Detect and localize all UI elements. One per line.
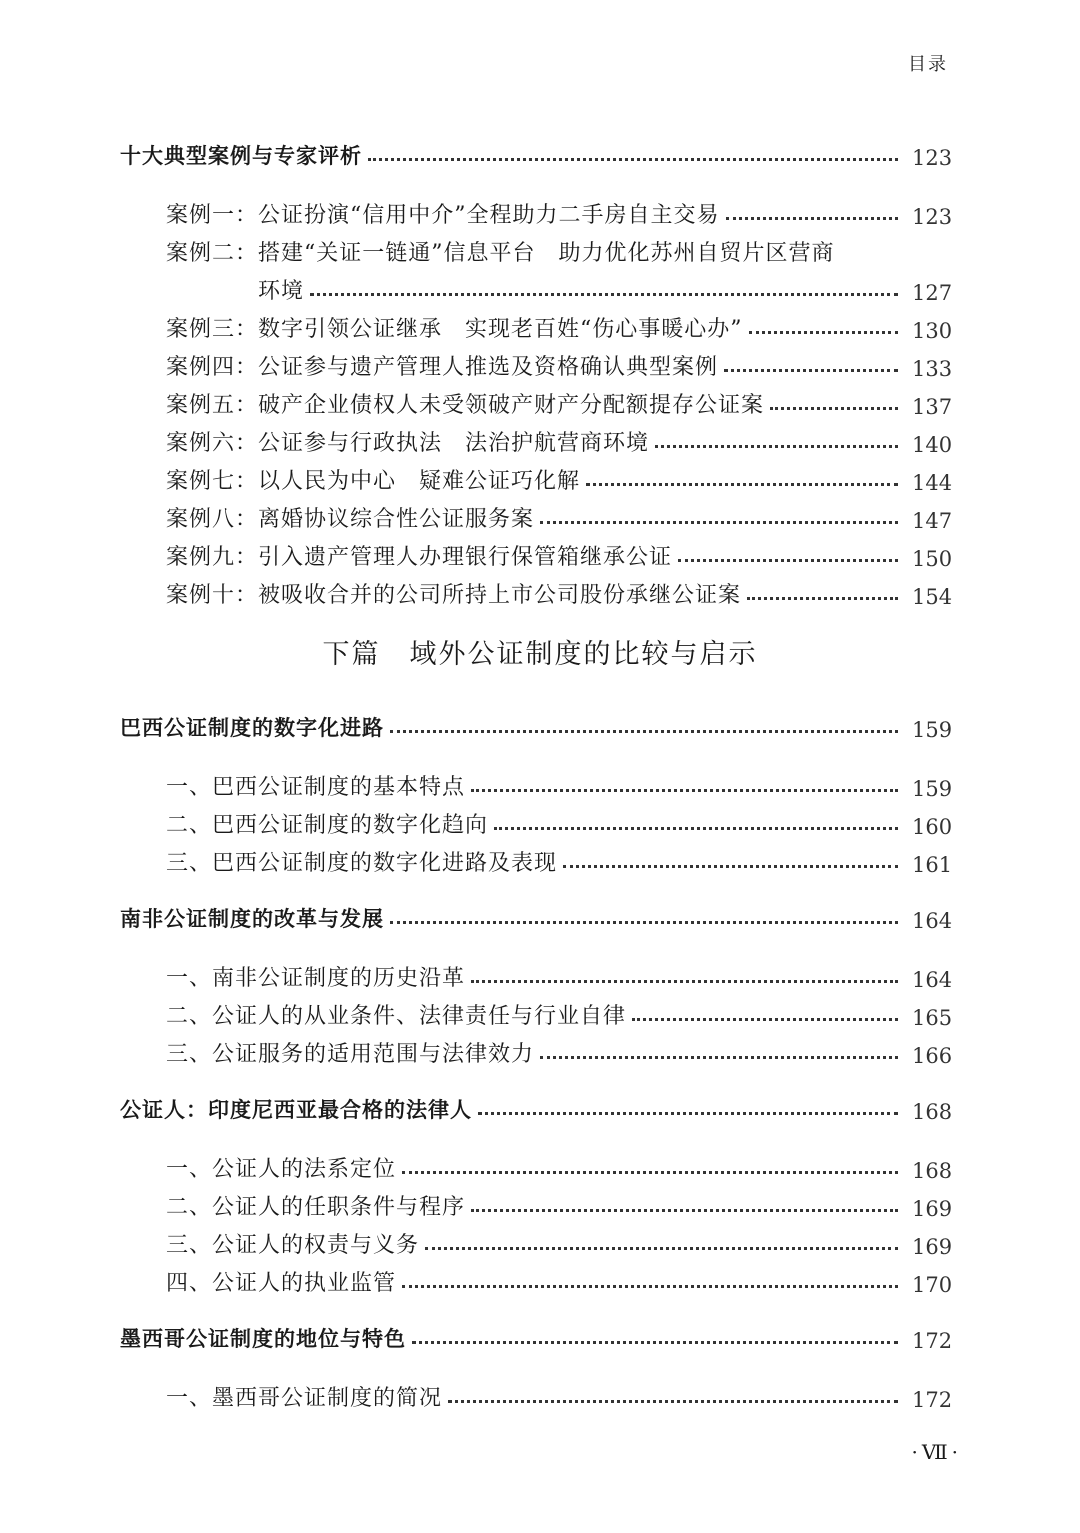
toc-entry-title: 一、公证人的法系定位: [166, 1157, 397, 1182]
toc-entry[interactable]: [120, 1228, 952, 1259]
leader-dots: [724, 369, 898, 372]
leader-dots: [471, 789, 898, 792]
toc-entry-title: 案例三：数字引领公证继承 实现老百姓“伤心事暖心办”: [166, 317, 743, 342]
toc-entry-title: 案例一：公证扮演“信用中介”全程助力二手房自主交易: [166, 203, 720, 228]
toc-entry-title: 案例二：搭建“关证一链通”信息平台 助力优化苏州自贸片区营商: [166, 241, 835, 266]
toc-entry[interactable]: [120, 1152, 952, 1183]
leader-dots: [726, 217, 899, 220]
leader-dots: [655, 445, 898, 448]
toc-entry[interactable]: [120, 312, 952, 343]
toc-page-number: 150: [912, 547, 953, 571]
toc-chapter[interactable]: [120, 1094, 952, 1124]
toc-page-number: 168: [912, 1100, 953, 1124]
toc-entry[interactable]: [120, 236, 952, 267]
leader-dots: [412, 1341, 898, 1344]
toc-entry-title: 案例五：破产企业债权人未受领破产财产分配额提存公证案: [166, 393, 765, 418]
leader-dots: [478, 1112, 898, 1115]
leader-dots: [678, 559, 898, 562]
page-folio: ·Ⅶ·: [911, 1440, 962, 1464]
leader-dots: [540, 521, 898, 524]
toc-entry-title: 案例七：以人民为中心 疑难公证巧化解: [166, 469, 581, 494]
toc-chapter[interactable]: [120, 903, 952, 933]
leader-dots: [749, 331, 899, 334]
toc-entry-title: 案例十：被吸收合并的公司所持上市公司股份承继公证案: [166, 583, 742, 608]
toc-entry[interactable]: [120, 540, 952, 571]
toc-entry[interactable]: [120, 464, 952, 495]
toc-page-number: 133: [912, 357, 953, 381]
toc-entry-title: 四、公证人的执业监管: [166, 1271, 397, 1296]
leader-dots: [471, 1209, 898, 1212]
leader-dots: [632, 1018, 898, 1021]
toc-chapter-title: 十大典型案例与专家评析: [120, 144, 362, 168]
toc-page-number: 170: [912, 1273, 953, 1297]
toc-entry[interactable]: [120, 388, 952, 419]
toc-entry[interactable]: [120, 961, 952, 992]
toc-page-number: 169: [912, 1197, 953, 1221]
leader-dots: [747, 597, 898, 600]
toc-page-number: 164: [912, 968, 953, 992]
toc-entry-title: 三、公证服务的适用范围与法律效力: [166, 1042, 535, 1067]
leader-dots: [402, 1285, 898, 1288]
toc-entry[interactable]: [120, 1190, 952, 1221]
toc-chapter[interactable]: [120, 712, 952, 742]
toc-entry-title: 二、公证人的从业条件、法律责任与行业自律: [166, 1004, 627, 1029]
toc-page-number: 164: [912, 909, 953, 933]
running-head: 目录: [908, 54, 948, 75]
toc-entry-title: 一、南非公证制度的历史沿革: [166, 966, 466, 991]
toc-entry-title: 二、公证人的任职条件与程序: [166, 1195, 466, 1220]
toc-page-number: 147: [912, 509, 953, 533]
toc-page-number: 144: [912, 471, 953, 495]
toc-entry-title-cont: 环境: [258, 279, 305, 304]
leader-dots: [310, 293, 898, 296]
toc-page-number: 172: [912, 1388, 953, 1412]
toc-page-number: 172: [912, 1329, 953, 1353]
toc-entry-title: 一、墨西哥公证制度的简况: [166, 1386, 443, 1411]
toc-entry-title: 案例四：公证参与遗产管理人推选及资格确认典型案例: [166, 355, 719, 380]
toc-page-number: 160: [912, 815, 953, 839]
toc-chapter-title: 公证人：印度尼西亚最合格的法律人: [120, 1098, 472, 1122]
toc-entry[interactable]: [120, 578, 952, 609]
leader-dots: [390, 921, 898, 924]
toc-entry[interactable]: [120, 502, 952, 533]
leader-dots: [770, 407, 898, 410]
leader-dots: [402, 1171, 898, 1174]
toc-entry[interactable]: [120, 1381, 952, 1412]
leader-dots: [425, 1247, 898, 1250]
toc-page-number: 154: [912, 585, 953, 609]
leader-dots: [390, 730, 898, 733]
leader-dots: [448, 1400, 898, 1403]
toc-entry[interactable]: [120, 426, 952, 457]
toc-entry-continuation[interactable]: [120, 274, 952, 305]
toc-chapter-title: 墨西哥公证制度的地位与特色: [120, 1327, 406, 1351]
leader-dots: [494, 827, 898, 830]
toc-page-number: 123: [912, 205, 953, 229]
toc-entry[interactable]: [120, 808, 952, 839]
toc-page-number: 159: [912, 718, 953, 742]
toc-page-number: 127: [912, 281, 953, 305]
leader-dots: [540, 1056, 898, 1059]
toc-entry[interactable]: [120, 999, 952, 1030]
leader-dots: [563, 865, 898, 868]
toc-page-number: 161: [912, 853, 953, 877]
toc-chapter-title: 巴西公证制度的数字化进路: [120, 716, 384, 740]
leader-dots: [586, 483, 898, 486]
toc-entry[interactable]: [120, 1037, 952, 1068]
toc-page-number: 168: [912, 1159, 953, 1183]
toc-entry-title: 三、公证人的权责与义务: [166, 1233, 420, 1258]
toc-page-number: 159: [912, 777, 953, 801]
toc-entry-title: 一、巴西公证制度的基本特点: [166, 775, 466, 800]
toc-entry[interactable]: [120, 198, 952, 229]
toc-entry[interactable]: [120, 350, 952, 381]
toc-chapter[interactable]: [120, 1323, 952, 1353]
leader-dots: [368, 158, 898, 161]
part-title: 下篇 域外公证制度的比较与启示: [322, 639, 758, 670]
toc-chapter-title: 南非公证制度的改革与发展: [120, 907, 384, 931]
toc-entry[interactable]: [120, 770, 952, 801]
toc-chapter[interactable]: [120, 140, 952, 170]
toc-entry[interactable]: [120, 1266, 952, 1297]
toc-page-number: 137: [912, 395, 953, 419]
toc-entry-title: 案例八：离婚协议综合性公证服务案: [166, 507, 535, 532]
toc-page-number: 130: [912, 319, 953, 343]
toc-page-number: 140: [912, 433, 953, 457]
toc-page-number: 165: [912, 1006, 953, 1030]
toc-entry-title: 案例六：公证参与行政执法 法治护航营商环境: [166, 431, 650, 456]
toc-entry-title: 案例九：引入遗产管理人办理银行保管箱继承公证: [166, 545, 673, 570]
toc-page-number: 169: [912, 1235, 953, 1259]
toc-entry-title: 三、巴西公证制度的数字化进路及表现: [166, 851, 558, 876]
toc-page-number: 123: [912, 146, 953, 170]
toc-entry[interactable]: [120, 846, 952, 877]
leader-dots: [471, 980, 898, 983]
toc-entry-title: 二、巴西公证制度的数字化趋向: [166, 813, 489, 838]
toc-page-number: 166: [912, 1044, 953, 1068]
